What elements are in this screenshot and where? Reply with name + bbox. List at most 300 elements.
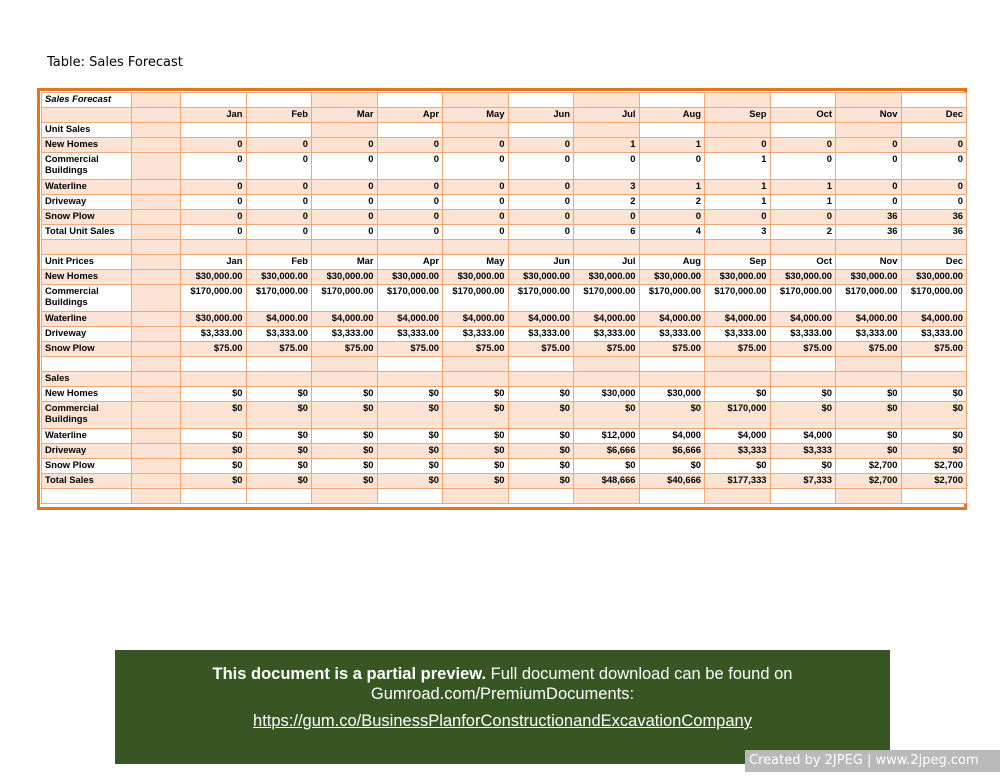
empty-cell (705, 240, 771, 255)
empty-cell (312, 240, 378, 255)
empty-cell (377, 357, 443, 372)
value-cell: $30,000.00 (246, 270, 312, 285)
value-cell: $0 (246, 474, 312, 489)
value-cell: 0 (901, 153, 967, 180)
title-row (42, 93, 967, 108)
empty-cell (639, 372, 705, 387)
empty-cell (132, 240, 181, 255)
value-cell: $170,000.00 (705, 285, 771, 312)
empty-cell (246, 240, 312, 255)
value-cell: $2,700 (901, 459, 967, 474)
row-label: Unit Prices (42, 255, 132, 270)
empty-cell (705, 93, 771, 108)
value-cell: 36 (901, 225, 967, 240)
section-label: Sales (42, 372, 132, 387)
empty-cell (574, 93, 640, 108)
empty-cell (132, 402, 181, 429)
empty-cell (508, 240, 574, 255)
value-cell: 0 (574, 210, 640, 225)
value-cell: 0 (639, 153, 705, 180)
value-cell: 0 (181, 225, 247, 240)
empty-cell (639, 123, 705, 138)
value-cell: $4,000.00 (901, 312, 967, 327)
empty-cell (443, 123, 509, 138)
value-cell: $30,000.00 (639, 270, 705, 285)
sales-forecast-table (41, 92, 967, 504)
value-cell: $6,666 (574, 444, 640, 459)
value-cell: 0 (246, 195, 312, 210)
empty-cell (132, 153, 181, 180)
value-cell: $75.00 (901, 342, 967, 357)
value-cell: $30,000.00 (901, 270, 967, 285)
value-cell: 0 (377, 225, 443, 240)
empty-cell (312, 489, 378, 504)
value-cell: $0 (770, 387, 836, 402)
value-cell: 0 (443, 225, 509, 240)
empty-cell (132, 180, 181, 195)
empty-cell (132, 108, 181, 123)
value-cell: 0 (508, 210, 574, 225)
value-cell: 0 (443, 195, 509, 210)
empty-cell (574, 123, 640, 138)
value-cell: 36 (836, 210, 902, 225)
value-cell: $0 (377, 387, 443, 402)
month-header: Oct (770, 108, 836, 123)
empty-cell (705, 372, 771, 387)
empty-cell (639, 489, 705, 504)
value-cell: 0 (312, 225, 378, 240)
month-header: May (443, 255, 509, 270)
value-cell: $4,000 (705, 429, 771, 444)
value-cell: $0 (443, 444, 509, 459)
value-cell: $3,333.00 (246, 327, 312, 342)
value-cell: 0 (443, 153, 509, 180)
value-cell: 0 (312, 210, 378, 225)
empty-cell (132, 210, 181, 225)
row-label: Commercial Buildings (42, 153, 132, 180)
value-cell: 0 (705, 138, 771, 153)
value-cell: $0 (770, 459, 836, 474)
empty-cell (377, 93, 443, 108)
value-cell: $0 (246, 402, 312, 429)
value-cell: 1 (705, 195, 771, 210)
value-cell: 0 (836, 153, 902, 180)
sales-forecast-table-frame (37, 88, 967, 510)
table-row (42, 429, 967, 444)
value-cell: $170,000.00 (639, 285, 705, 312)
value-cell: $0 (901, 402, 967, 429)
section-row (42, 123, 967, 138)
value-cell: $3,333.00 (639, 327, 705, 342)
empty-cell (901, 357, 967, 372)
month-header: Dec (901, 255, 967, 270)
value-cell: $170,000 (705, 402, 771, 429)
empty-cell (443, 240, 509, 255)
value-cell: $0 (443, 459, 509, 474)
table-row (42, 285, 967, 312)
value-cell: 1 (639, 180, 705, 195)
value-cell: $0 (836, 387, 902, 402)
value-cell: $4,000.00 (246, 312, 312, 327)
value-cell: $3,333 (705, 444, 771, 459)
empty-cell (901, 489, 967, 504)
empty-cell (312, 357, 378, 372)
empty-cell (836, 372, 902, 387)
value-cell: 0 (246, 153, 312, 180)
value-cell: 0 (443, 210, 509, 225)
empty-cell (132, 429, 181, 444)
month-header: Dec (901, 108, 967, 123)
value-cell: 0 (377, 180, 443, 195)
row-label: Snow Plow (42, 342, 132, 357)
empty-cell (639, 357, 705, 372)
row-label: Total Sales (42, 474, 132, 489)
value-cell: $6,666 (639, 444, 705, 459)
value-cell: 0 (901, 138, 967, 153)
value-cell: $170,000.00 (443, 285, 509, 312)
value-cell: $2,700 (901, 474, 967, 489)
month-header: Feb (246, 255, 312, 270)
value-cell: $3,333.00 (443, 327, 509, 342)
table-row (42, 195, 967, 210)
value-cell: $0 (312, 474, 378, 489)
value-cell: $30,000.00 (377, 270, 443, 285)
value-cell: $0 (377, 444, 443, 459)
value-cell: $0 (246, 444, 312, 459)
value-cell: 4 (639, 225, 705, 240)
empty-cell (132, 357, 181, 372)
empty-cell (42, 489, 132, 504)
value-cell: $0 (443, 387, 509, 402)
value-cell: 0 (508, 138, 574, 153)
value-cell: $0 (181, 429, 247, 444)
value-cell: $3,333.00 (770, 327, 836, 342)
month-header: Oct (770, 255, 836, 270)
value-cell: 2 (639, 195, 705, 210)
value-cell: 1 (770, 195, 836, 210)
empty-cell (574, 489, 640, 504)
value-cell: $3,333 (770, 444, 836, 459)
value-cell: $0 (574, 459, 640, 474)
value-cell: $0 (901, 387, 967, 402)
value-cell: $0 (770, 402, 836, 429)
value-cell: $3,333.00 (312, 327, 378, 342)
month-header: Sep (705, 108, 771, 123)
value-cell: $170,000.00 (770, 285, 836, 312)
value-cell: $75.00 (246, 342, 312, 357)
row-label: Snow Plow (42, 459, 132, 474)
table-row (42, 270, 967, 285)
value-cell: 0 (508, 225, 574, 240)
empty-cell (443, 357, 509, 372)
value-cell: $0 (246, 429, 312, 444)
value-cell: 0 (181, 180, 247, 195)
value-cell: $3,333.00 (836, 327, 902, 342)
table-row (42, 474, 967, 489)
value-cell: 3 (574, 180, 640, 195)
empty-cell (132, 255, 181, 270)
row-label: Waterline (42, 312, 132, 327)
value-cell: $4,000.00 (836, 312, 902, 327)
value-cell: 0 (770, 153, 836, 180)
value-cell: $30,000.00 (574, 270, 640, 285)
row-label: Driveway (42, 327, 132, 342)
empty-cell (770, 489, 836, 504)
value-cell: $3,333.00 (508, 327, 574, 342)
value-cell: 0 (377, 153, 443, 180)
value-cell: 0 (377, 210, 443, 225)
empty-cell (377, 240, 443, 255)
value-cell: $3,333.00 (705, 327, 771, 342)
value-cell: 0 (312, 180, 378, 195)
value-cell: $0 (508, 444, 574, 459)
month-header: Apr (377, 255, 443, 270)
value-cell: $40,666 (639, 474, 705, 489)
value-cell: $0 (836, 429, 902, 444)
value-cell: 0 (377, 195, 443, 210)
value-cell: $0 (312, 402, 378, 429)
value-cell: 6 (574, 225, 640, 240)
value-cell: $30,000.00 (508, 270, 574, 285)
value-cell: $0 (508, 402, 574, 429)
empty-cell (574, 372, 640, 387)
value-cell: $4,000.00 (705, 312, 771, 327)
spacer-row (42, 489, 967, 504)
value-cell: 0 (770, 138, 836, 153)
empty-cell (246, 123, 312, 138)
month-header: Nov (836, 255, 902, 270)
empty-cell (246, 357, 312, 372)
month-header: Jul (574, 255, 640, 270)
value-cell: $75.00 (574, 342, 640, 357)
value-cell: $0 (443, 402, 509, 429)
value-cell: $30,000.00 (770, 270, 836, 285)
empty-cell (901, 93, 967, 108)
value-cell: $0 (705, 387, 771, 402)
preview-bold-text: This document is a partial preview. (212, 665, 487, 683)
empty-cell (639, 93, 705, 108)
empty-cell (836, 240, 902, 255)
empty-cell (132, 459, 181, 474)
empty-cell (181, 357, 247, 372)
table-row (42, 444, 967, 459)
value-cell: $30,000.00 (443, 270, 509, 285)
value-cell: 0 (508, 195, 574, 210)
empty-cell (42, 240, 132, 255)
value-cell: $75.00 (181, 342, 247, 357)
row-label: New Homes (42, 138, 132, 153)
value-cell: $170,000.00 (508, 285, 574, 312)
value-cell: $0 (181, 474, 247, 489)
value-cell: $4,000.00 (639, 312, 705, 327)
value-cell: $170,000.00 (377, 285, 443, 312)
value-cell: 0 (443, 138, 509, 153)
month-header: Jun (508, 108, 574, 123)
value-cell: $30,000.00 (705, 270, 771, 285)
table-title: Sales Forecast (42, 93, 132, 108)
table-row (42, 327, 967, 342)
empty-cell (312, 93, 378, 108)
value-cell: 2 (574, 195, 640, 210)
empty-cell (770, 123, 836, 138)
empty-cell (508, 123, 574, 138)
empty-cell (377, 489, 443, 504)
value-cell: $48,666 (574, 474, 640, 489)
empty-cell (705, 123, 771, 138)
value-cell: $170,000.00 (574, 285, 640, 312)
row-label: Waterline (42, 180, 132, 195)
empty-cell (508, 93, 574, 108)
empty-cell (377, 372, 443, 387)
value-cell: 0 (508, 180, 574, 195)
empty-cell (836, 93, 902, 108)
month-header: Feb (246, 108, 312, 123)
empty-cell (901, 123, 967, 138)
empty-cell (901, 240, 967, 255)
empty-cell (181, 489, 247, 504)
value-cell: 36 (901, 210, 967, 225)
value-cell: 0 (705, 210, 771, 225)
value-cell: $75.00 (770, 342, 836, 357)
value-cell: $170,000.00 (181, 285, 247, 312)
empty-cell (836, 123, 902, 138)
value-cell: $0 (312, 429, 378, 444)
value-cell: $75.00 (508, 342, 574, 357)
value-cell: 0 (574, 153, 640, 180)
empty-cell (181, 240, 247, 255)
empty-cell (246, 93, 312, 108)
value-cell: 0 (246, 210, 312, 225)
value-cell: $0 (181, 387, 247, 402)
value-cell: $4,000 (770, 429, 836, 444)
empty-cell (443, 93, 509, 108)
row-label: New Homes (42, 270, 132, 285)
value-cell: $0 (377, 459, 443, 474)
empty-cell (181, 123, 247, 138)
empty-cell (901, 372, 967, 387)
month-header: Nov (836, 108, 902, 123)
download-link[interactable]: https://gum.co/BusinessPlanforConstructionandExcavationCompany (253, 712, 752, 730)
value-cell: $0 (312, 459, 378, 474)
empty-cell (443, 489, 509, 504)
empty-cell (705, 357, 771, 372)
value-cell: $3,333.00 (574, 327, 640, 342)
month-header-row (42, 108, 967, 123)
value-cell: 0 (836, 195, 902, 210)
value-cell: $0 (246, 459, 312, 474)
value-cell: $0 (508, 429, 574, 444)
value-cell: $0 (574, 402, 640, 429)
empty-cell (132, 225, 181, 240)
value-cell: 0 (246, 138, 312, 153)
row-label: Snow Plow (42, 210, 132, 225)
empty-cell (132, 372, 181, 387)
value-cell: $0 (377, 429, 443, 444)
empty-cell (508, 372, 574, 387)
value-cell: $0 (508, 387, 574, 402)
empty-cell (377, 123, 443, 138)
empty-cell (132, 312, 181, 327)
empty-cell (246, 372, 312, 387)
value-cell: $4,000 (639, 429, 705, 444)
month-header: Mar (312, 108, 378, 123)
empty-cell (42, 108, 132, 123)
value-cell: $170,000.00 (836, 285, 902, 312)
empty-cell (508, 357, 574, 372)
value-cell: 0 (770, 210, 836, 225)
value-cell: $75.00 (639, 342, 705, 357)
value-cell: $0 (901, 444, 967, 459)
value-cell: $0 (181, 459, 247, 474)
month-header: Apr (377, 108, 443, 123)
empty-cell (132, 327, 181, 342)
empty-cell (181, 93, 247, 108)
empty-cell (132, 270, 181, 285)
value-cell: $0 (377, 402, 443, 429)
value-cell: 1 (770, 180, 836, 195)
empty-cell (132, 387, 181, 402)
value-cell: 0 (181, 195, 247, 210)
value-cell: $0 (181, 402, 247, 429)
empty-cell (574, 357, 640, 372)
value-cell: 0 (312, 153, 378, 180)
table-row (42, 138, 967, 153)
empty-cell (246, 489, 312, 504)
value-cell: 0 (312, 195, 378, 210)
value-cell: $0 (639, 402, 705, 429)
empty-cell (181, 372, 247, 387)
value-cell: $0 (312, 387, 378, 402)
value-cell: 0 (508, 153, 574, 180)
table-row (42, 342, 967, 357)
table-caption: Table: Sales Forecast (47, 55, 183, 70)
value-cell: $170,000.00 (312, 285, 378, 312)
value-cell: $30,000 (574, 387, 640, 402)
value-cell: 3 (705, 225, 771, 240)
empty-cell (312, 123, 378, 138)
empty-cell (574, 240, 640, 255)
row-label: Driveway (42, 195, 132, 210)
value-cell: $170,000.00 (246, 285, 312, 312)
value-cell: 1 (705, 153, 771, 180)
value-cell: 0 (312, 138, 378, 153)
value-cell: 0 (443, 180, 509, 195)
value-cell: 36 (836, 225, 902, 240)
empty-cell (705, 489, 771, 504)
value-cell: 0 (246, 180, 312, 195)
value-cell: 0 (181, 153, 247, 180)
table-row (42, 225, 967, 240)
empty-cell (132, 123, 181, 138)
value-cell: 0 (901, 195, 967, 210)
month-header: Jan (181, 255, 247, 270)
value-cell: $0 (246, 387, 312, 402)
value-cell: 0 (901, 180, 967, 195)
empty-cell (639, 240, 705, 255)
empty-cell (836, 357, 902, 372)
empty-cell (42, 357, 132, 372)
value-cell: 1 (639, 138, 705, 153)
empty-cell (443, 372, 509, 387)
month-header: Sep (705, 255, 771, 270)
value-cell: $0 (508, 474, 574, 489)
value-cell: $12,000 (574, 429, 640, 444)
value-cell: $4,000.00 (312, 312, 378, 327)
value-cell: 0 (181, 210, 247, 225)
value-cell: $0 (508, 459, 574, 474)
value-cell: $30,000 (639, 387, 705, 402)
value-cell: $30,000.00 (836, 270, 902, 285)
